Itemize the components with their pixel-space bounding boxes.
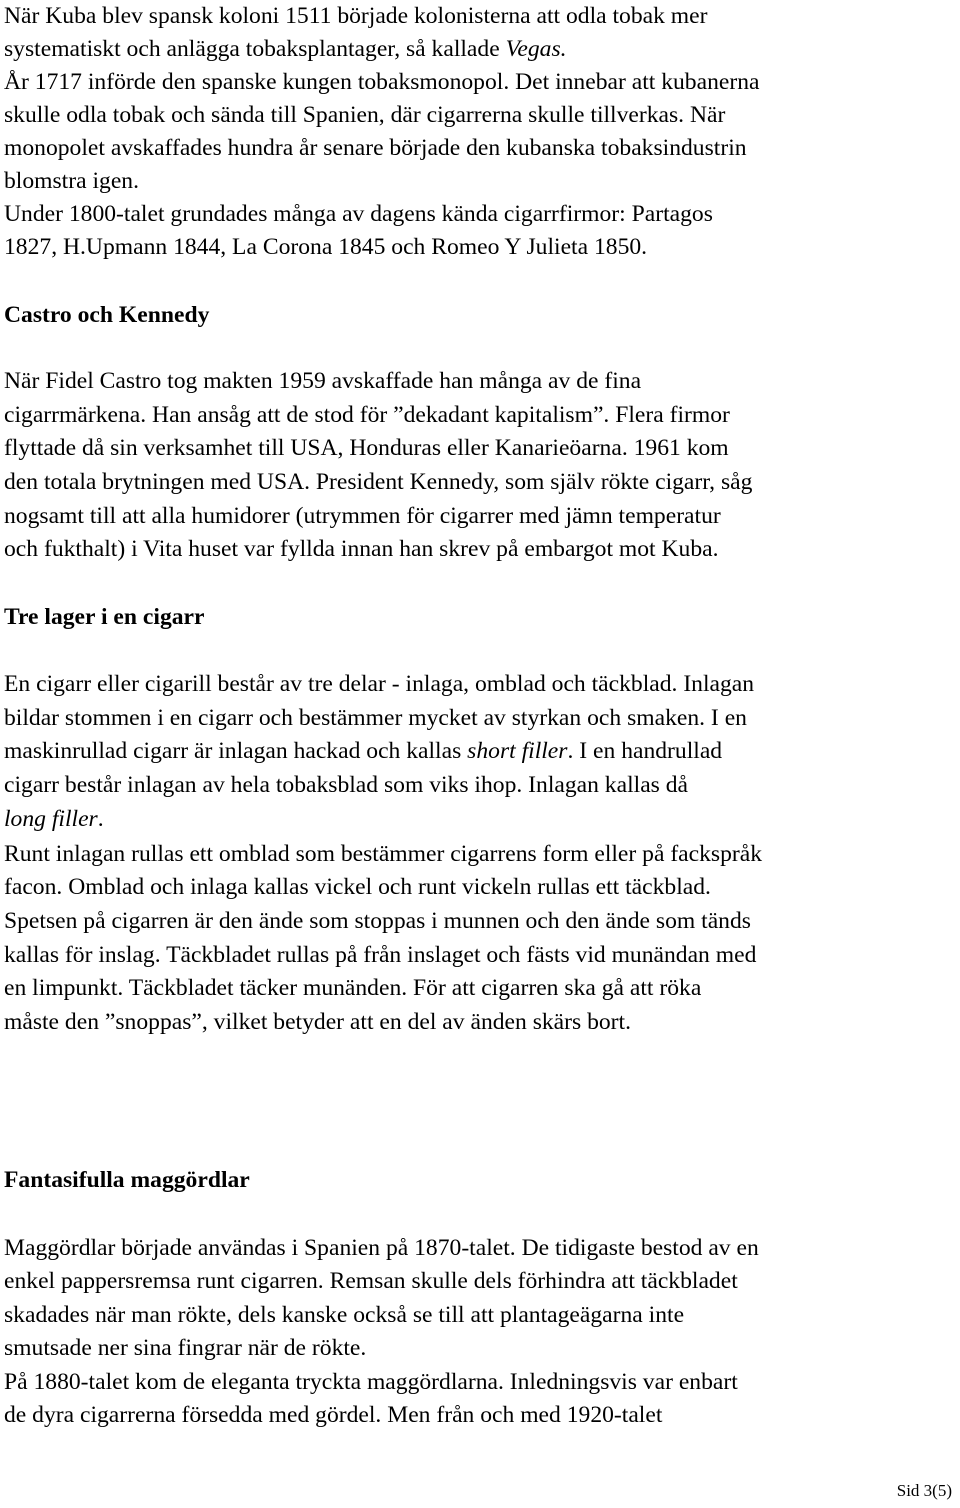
italic-term: Vegas. [505,36,567,62]
text-line: När Kuba blev spansk koloni 1511 började kolonisterna att odla tobak mer [4,3,708,29]
text-span: . [97,806,104,832]
text-line: På 1880-talet kom de eleganta tryckta maggördlarna. Inledningsvis var enbart [4,1369,738,1395]
text-line: monopolet avskaffades hundra år senare började den kubanska tobaksindustrin [4,135,747,161]
text-line: Runt inlagan rullas ett omblad som bestämmer cigarrens form eller på fackspråk [4,841,763,867]
text-span: systematiskt och anlägga tobaksplantager, så kallade [4,36,506,62]
text-line: och fukthalt) i Vita huset var fyllda innan han skrev på embargot mot Kuba. [4,536,719,562]
text-line: skulle odla tobak och sända till Spanien, där cigarrerna skulle tillverkas. När [4,102,726,128]
text-line: blomstra igen. [4,168,139,194]
text-line: flyttade då sin verksamhet till USA, Honduras eller Kanarieöarna. 1961 kom [4,435,729,461]
text-line [4,735,722,768]
text-line: den totala brytningen med USA. President Kennedy, som själv rökte cigarr, såg [4,469,753,495]
text-line: nogsamt till att alla humidorer (utrymmen för cigarrer med jämn temperatur [4,503,721,529]
section-heading: Castro och Kennedy [4,302,210,328]
section-heading: Tre lager i en cigarr [4,604,205,630]
text-line [4,803,104,836]
page-number: Sid 3(5) [896,1481,952,1500]
text-line [4,33,567,66]
text-line: en limpunkt. Täckbladet täcker munänden. För att cigarren ska gå att röka [4,975,702,1001]
text-span: . I en handrullad [567,738,723,764]
text-line: År 1717 införde den spanske kungen tobaksmonopol. Det innebar att kubanerna [4,69,760,95]
text-line: enkel pappersremsa runt cigarren. Remsan skulle dels förhindra att täckbladet [4,1268,738,1294]
text-span: maskinrullad cigarr är inlagan hackad och kallas [4,738,468,764]
italic-term: short filler [467,738,568,764]
text-line: de dyra cigarrerna försedda med gördel. Men från och med 1920-talet [4,1402,663,1428]
text-line: När Fidel Castro tog makten 1959 avskaffade han många av de fina [4,368,642,394]
text-line: bildar stommen i en cigarr och bestämmer mycket av styrkan och smaken. I en [4,705,747,731]
text-line: Maggördlar började användas i Spanien på 1870-talet. De tidigaste bestod av en [4,1235,759,1261]
text-line: kallas för inslag. Täckbladet rullas på från inslaget och fästs vid munändan med [4,942,757,968]
text-line: smutsade ner sina fingrar när de rökte. [4,1335,367,1361]
text-line: cigarrmärkena. Han ansåg att de stod för ”dekadant kapitalism”. Flera firmor [4,402,730,428]
text-line: En cigarr eller cigarill består av tre delar - inlaga, omblad och täckblad. Inlagan [4,671,755,697]
text-line: Spetsen på cigarren är den ände som stoppas i munnen och den ände som tänds [4,908,751,934]
text-line: måste den ”snoppas”, vilket betyder att en del av änden skärs bort. [4,1009,631,1035]
text-line: 1827, H.Upmann 1844, La Corona 1845 och Romeo Y Julieta 1850. [4,234,648,260]
italic-term: long filler [4,806,98,832]
text-line: cigarr består inlagan av hela tobaksblad som viks ihop. Inlagan kallas då [4,772,689,798]
section-heading: Fantasifulla maggördlar [4,1167,250,1193]
text-line: facon. Omblad och inlaga kallas vickel och runt vickeln rullas ett täckblad. [4,874,711,900]
text-line: Under 1800-talet grundades många av dagens kända cigarrfirmor: Partagos [4,201,713,227]
text-line: skadades när man rökte, dels kanske också se till att plantageägarna inte [4,1302,685,1328]
